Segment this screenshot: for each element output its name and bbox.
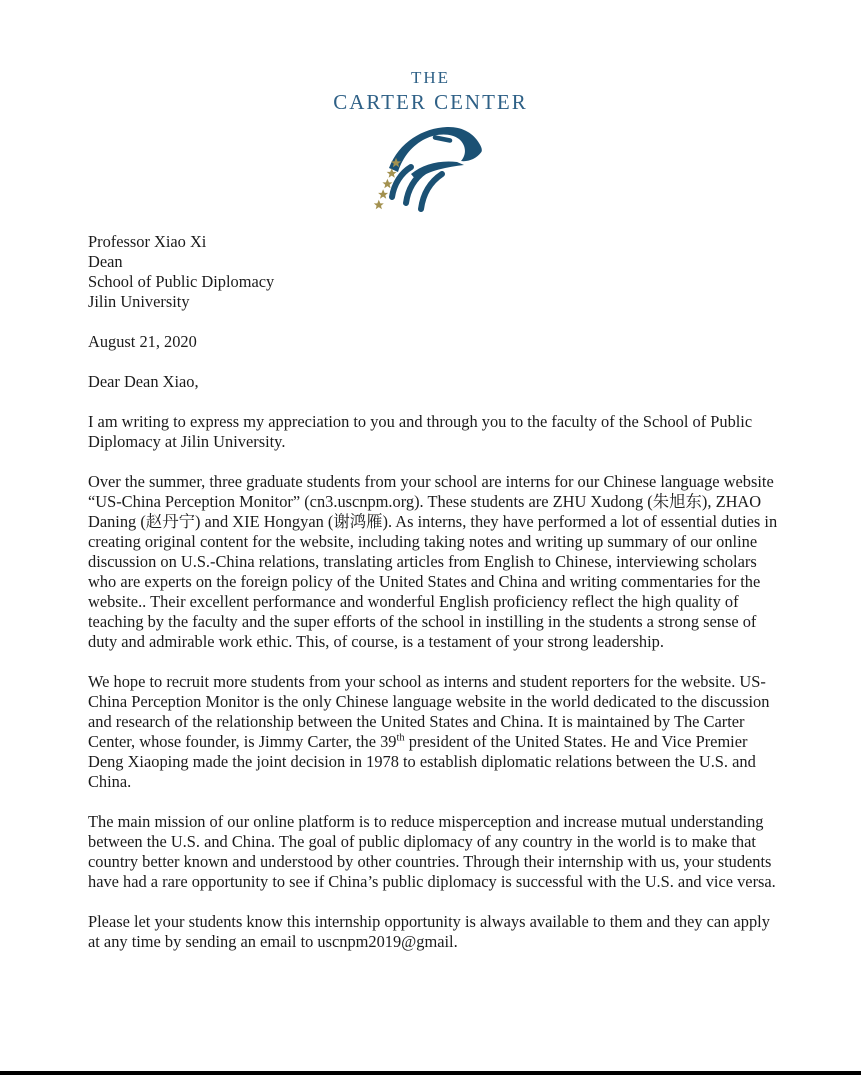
carter-center-letterhead [0,0,861,220]
recipient-name: Professor Xiao Xi [88,232,207,252]
salutation: Dear Dean Xiao, [88,372,199,392]
eagle-neck-stripe-3 [421,174,442,209]
org-name-line2: CARTER CENTER [333,89,528,114]
paragraph-2: Over the summer, three graduate students from your school are interns for our Chinese language website “US-China Perception Monitor” (cn3.uscnpm.org). These students are ZHU Xudong (朱旭东), ZHAO Daning (赵丹宁) and XIE Hongyan (谢鸿雁). As interns, they have performed a lot of essential duties in creating original content for the website, including taking notes and writing up summary of our online discussion on U.S.-China relations, translating articles from English to Chinese, interviewing scholars who are experts on the foreign policy of the United States and China and writing commentaries for the website.. Their excellent performance and wonderful English proficiency reflect the high quality of teaching by the faculty and the super efforts of the school in instilling in the students a strong sense of duty and admirable work ethic. This, of course, is a testament of your strong leadership. [88,472,778,652]
paragraph-4: The main mission of our online platform is to reduce misperception and increase mutual understanding between the U.S. and China. The goal of public diplomacy of any country in the world is to make that country better known and understood by other countries. Through their internship with us, your students have had a rare opportunity to see if China’s public diplomacy is successful with the U.S. and vice versa. [88,812,776,892]
ordinal-superscript: th [396,732,405,744]
recipient-school: School of Public Diplomacy [88,272,275,292]
org-name-line1: THE [410,68,451,87]
eagle-eye-icon [435,137,450,140]
recipient-university: Jilin University [88,292,190,312]
paragraph-3-text-after-ordinal: president of the United States. He and Vice Premier Deng Xiaoping made the joint decision in 1978 to establish diplomatic relations between the U.S. and China. [88,732,756,792]
carter-center-eagle-icon [361,118,501,215]
paragraph-3 [88,672,779,792]
paragraph-5: Please let your students know this internship opportunity is always available to them and they can apply at any time by sending an email to uscnpm2019@gmail. [88,912,770,952]
scan-edge-bar [0,1071,861,1075]
recipient-block [88,232,779,312]
paragraph-3-text-before-ordinal: We hope to recruit more students from your school as interns and student reporters for the website. US-China Perception Monitor is the only Chinese language website in the world dedicated to the discussion and research of the relationship between the United States and China. It is maintained by The Carter Center, whose founder, is Jimmy Carter, the 39 [88,672,770,752]
logo-wrapper [0,118,861,220]
letter-body [88,232,779,952]
paragraph-1: I am writing to express my appreciation to you and through you to the faculty of the School of Public Diplomacy at Jilin University. [88,412,753,452]
letter-date: August 21, 2020 [88,332,197,352]
recipient-title: Dean [88,252,123,272]
